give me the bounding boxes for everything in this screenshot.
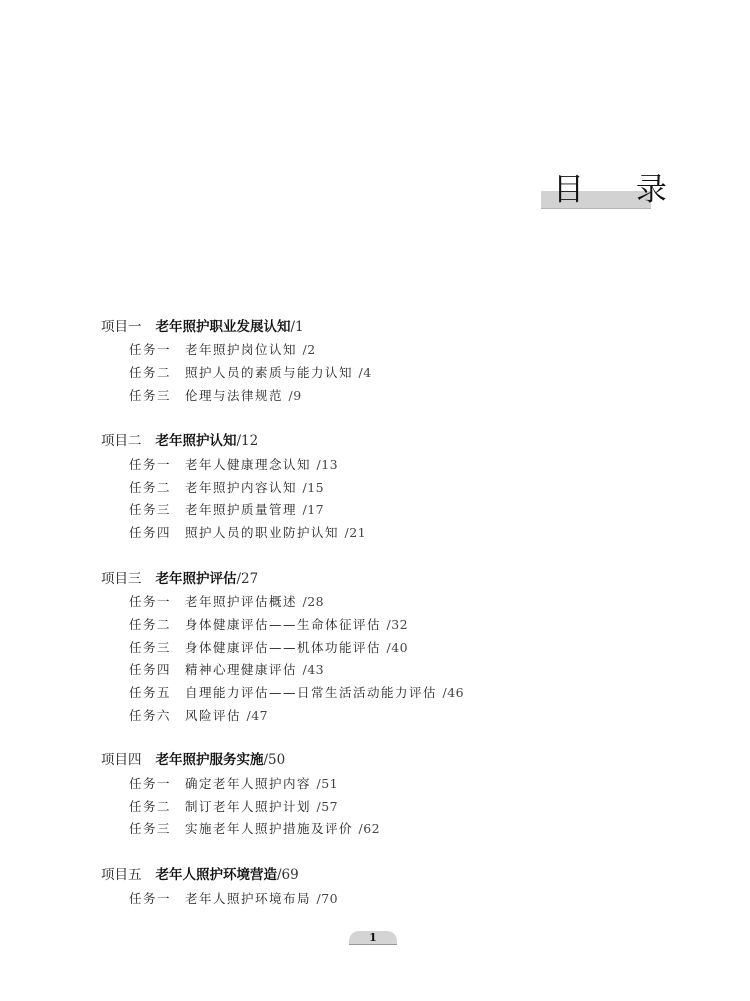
project-page: /27 — [236, 571, 259, 587]
toc-task[interactable] — [129, 615, 408, 635]
project-number: 项目一 — [101, 319, 142, 335]
task-number: 任务一 — [129, 776, 172, 791]
task-page: /57 — [316, 799, 339, 814]
task-number: 任务六 — [129, 708, 172, 723]
task-number: 任务二 — [129, 799, 172, 814]
task-title: 老年照护质量管理 — [185, 502, 298, 517]
task-page: /9 — [288, 388, 302, 403]
task-page: /40 — [386, 640, 409, 655]
toc-task[interactable] — [129, 706, 268, 726]
toc-task[interactable] — [129, 660, 324, 680]
project-number: 项目五 — [101, 867, 142, 883]
task-title: 照护人员的素质与能力认知 — [185, 365, 354, 380]
project-number: 项目三 — [101, 571, 142, 587]
task-number: 任务三 — [129, 502, 172, 517]
task-title: 风险评估 — [185, 708, 242, 723]
task-number: 任务三 — [129, 821, 172, 836]
project-title: 老年照护职业发展认知 — [155, 319, 291, 335]
task-page: /15 — [302, 480, 325, 495]
project-number: 项目四 — [101, 752, 142, 768]
task-title: 身体健康评估——机体功能评估 — [185, 640, 382, 655]
toc-task[interactable] — [129, 340, 316, 360]
project-page: /12 — [236, 433, 259, 449]
toc-task[interactable] — [129, 889, 338, 909]
task-title: 实施老年人照护措施及评价 — [185, 821, 354, 836]
task-page: /13 — [316, 457, 339, 472]
project-title: 老年照护认知 — [155, 433, 237, 449]
task-page: /2 — [302, 342, 316, 357]
task-title: 照护人员的职业防护认知 — [185, 525, 340, 540]
task-title: 制订老年人照护计划 — [185, 799, 312, 814]
toc-task[interactable] — [129, 683, 464, 703]
toc-project-2[interactable] — [101, 431, 258, 451]
toc-task[interactable] — [129, 363, 372, 383]
task-title: 伦理与法律规范 — [185, 388, 284, 403]
project-page: /50 — [263, 752, 286, 768]
task-number: 任务四 — [129, 525, 172, 540]
task-page: /21 — [344, 525, 367, 540]
project-title: 老年人照护环境营造 — [155, 867, 277, 883]
task-page: /17 — [302, 502, 325, 517]
toc-task[interactable] — [129, 478, 324, 498]
project-page: /69 — [277, 867, 299, 883]
toc-task[interactable] — [129, 455, 338, 475]
page-number: 1 — [369, 931, 377, 944]
toc-task[interactable] — [129, 797, 338, 817]
task-title: 老年照护评估概述 — [185, 594, 298, 609]
toc-task[interactable] — [129, 500, 324, 520]
project-number: 项目二 — [101, 433, 142, 449]
task-number: 任务二 — [129, 617, 172, 632]
task-page: /46 — [442, 685, 465, 700]
toc-task[interactable] — [129, 638, 408, 658]
project-page: /1 — [290, 319, 304, 335]
task-number: 任务三 — [129, 640, 172, 655]
project-title: 老年照护服务实施 — [155, 752, 264, 768]
toc-project-5[interactable] — [101, 865, 299, 885]
toc-project-1[interactable] — [101, 317, 304, 337]
task-page: /4 — [358, 365, 372, 380]
task-page: /62 — [358, 821, 381, 836]
page-title: 目 录 — [553, 172, 688, 208]
task-number: 任务一 — [129, 457, 172, 472]
toc-task[interactable] — [129, 774, 338, 794]
task-title: 老年照护岗位认知 — [185, 342, 298, 357]
toc-task[interactable] — [129, 386, 302, 406]
task-page: /47 — [246, 708, 269, 723]
task-page: /70 — [316, 891, 339, 906]
task-page: /43 — [302, 662, 325, 677]
task-number: 任务一 — [129, 891, 172, 906]
task-page: /32 — [386, 617, 409, 632]
task-title: 老年人照护环境布局 — [185, 891, 312, 906]
toc-task[interactable] — [129, 819, 380, 839]
task-title: 老年照护内容认知 — [185, 480, 298, 495]
task-number: 任务二 — [129, 365, 172, 380]
task-title: 身体健康评估——生命体征评估 — [185, 617, 382, 632]
toc-project-3[interactable] — [101, 569, 258, 589]
task-title: 精神心理健康评估 — [185, 662, 298, 677]
task-number: 任务五 — [129, 685, 172, 700]
task-title: 自理能力评估——日常生活活动能力评估 — [185, 685, 438, 700]
task-number: 任务三 — [129, 388, 172, 403]
task-title: 确定老年人照护内容 — [185, 776, 312, 791]
project-title: 老年照护评估 — [155, 571, 237, 587]
toc-task[interactable] — [129, 523, 366, 543]
task-title: 老年人健康理念认知 — [185, 457, 312, 472]
toc-project-4[interactable] — [101, 750, 285, 770]
task-number: 任务一 — [129, 594, 172, 609]
task-number: 任务四 — [129, 662, 172, 677]
task-number: 任务一 — [129, 342, 172, 357]
task-page: /51 — [316, 776, 339, 791]
task-page: /28 — [302, 594, 325, 609]
task-number: 任务二 — [129, 480, 172, 495]
toc-task[interactable] — [129, 592, 324, 612]
